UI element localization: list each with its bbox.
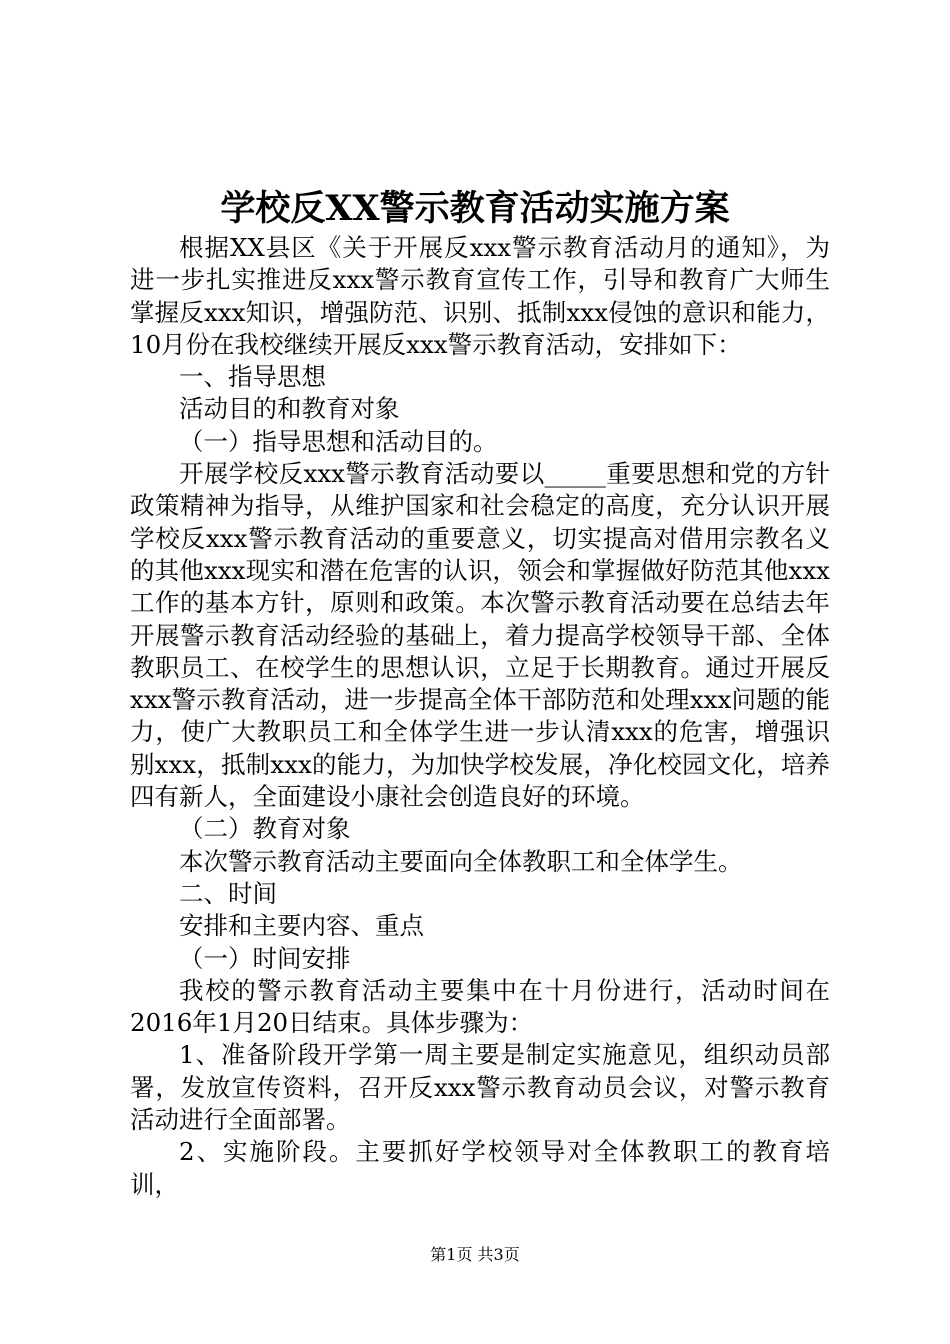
heading-time: 二、时间 bbox=[179, 878, 277, 908]
heading-guiding-ideology: 一、指导思想 bbox=[179, 362, 326, 392]
document-title: 学校反XX警示教育活动实施方案 bbox=[220, 188, 730, 229]
paragraph-intro: 根据XX县区《关于开展反xxx警示教育活动月的通知》，为进一步扎实推进反xxx警示教育宣传工作，引导和教育广大师生掌握反xxx知识，增强防范、识别、抵制xxx侵蚀的意识和能力，10月份在我校继续开展反xxx警示教育活动，安排如下： bbox=[130, 233, 830, 359]
heading-arrangement-content: 安排和主要内容、重点 bbox=[179, 911, 424, 941]
paragraph-step-preparation: 1、准备阶段开学第一周主要是制定实施意见，组织动员部署，发放宣传资料，召开反xxx警示教育动员会议，对警示教育活动进行全面部署。 bbox=[130, 1040, 830, 1135]
paragraph-audience-detail: 本次警示教育活动主要面向全体教职工和全体学生。 bbox=[179, 846, 743, 876]
document-body bbox=[130, 232, 830, 1201]
paragraph-schedule-detail: 我校的警示教育活动主要集中在十月份进行，活动时间在2016年1月20日结束。具体步骤为： bbox=[130, 975, 830, 1038]
paragraph-ideology-detail: 开展学校反xxx警示教育活动要以_____重要思想和党的方针政策精神为指导，从维护国家和社会稳定的高度，充分认识开展学校反xxx警示教育活动的重要意义，切实提高对借用宗教名义的其他xxx现实和潜在危害的认识，领会和掌握做好防范其他xxx工作的基本方针，原则和政策。本次警示教育活动要在总结去年开展警示教育活动经验的基础上，着力提高学校领导干部、全体教职员工、在校学生的思想认识，立足于长期教育。通过开展反xxx警示教育活动，进一步提高全体干部防范和处理xxx问题的能力，使广大教职员工和全体学生进一步认清xxx的危害，增强识别xxx，抵制xxx的能力，为加快学校发展，净化校园文化，培养四有新人，全面建设小康社会创造良好的环境。 bbox=[130, 459, 830, 812]
subheading-education-audience: （二）教育对象 bbox=[179, 814, 351, 844]
paragraph-step-implementation: 2、实施阶段。主要抓好学校领导对全体教职工的教育培训， bbox=[130, 1137, 830, 1199]
subheading-time-schedule: （一）时间安排 bbox=[179, 943, 351, 973]
page-number-footer: 第1页 共3页 bbox=[430, 1245, 520, 1264]
heading-purpose-and-audience: 活动目的和教育对象 bbox=[179, 394, 400, 424]
subheading-ideology-purpose: （一）指导思想和活动目的。 bbox=[179, 426, 498, 456]
